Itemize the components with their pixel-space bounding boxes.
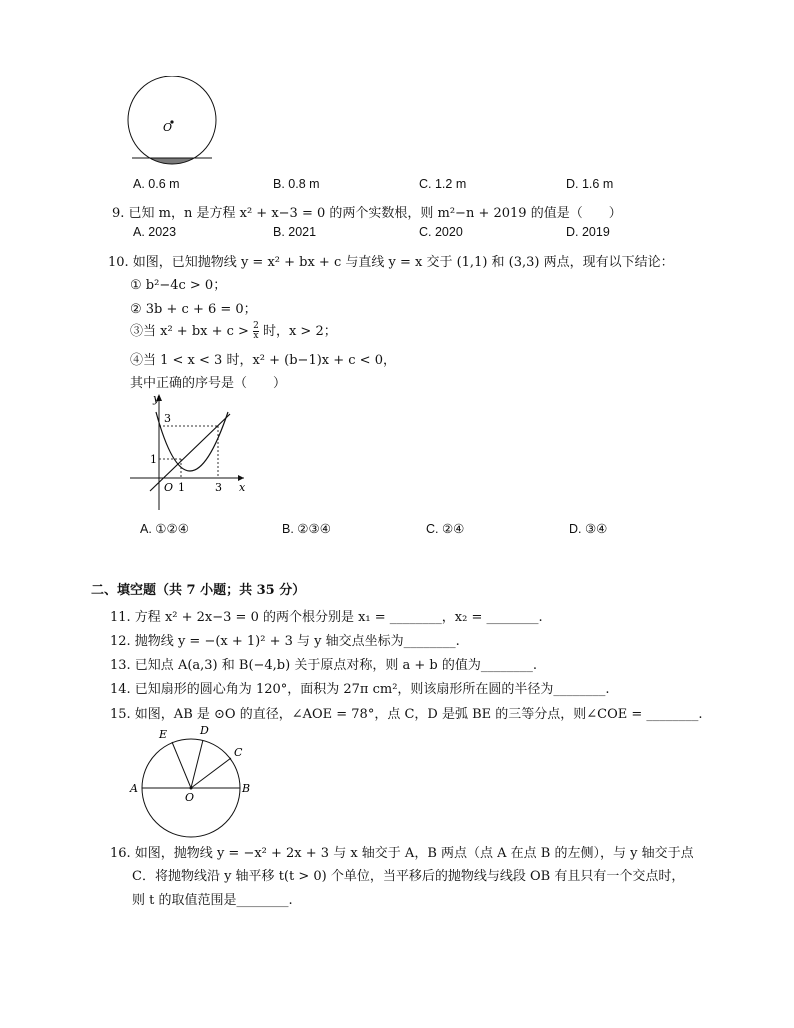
q10-option-b: B. ②③④ bbox=[282, 522, 331, 536]
label-a: A bbox=[130, 782, 138, 795]
frac-den: x bbox=[253, 331, 259, 341]
q15-stem: 15. 如图，AB 是 ⊙O 的直径，∠AOE = 78°，点 C，D 是弧 BE 的三等分点，则∠COE = ________. bbox=[110, 707, 703, 722]
label-o: O bbox=[185, 791, 195, 804]
q10-option-d: D. ③④ bbox=[569, 522, 608, 536]
q8-circle-figure bbox=[124, 76, 220, 168]
radius-oe bbox=[172, 742, 191, 788]
label-d: D bbox=[200, 724, 209, 737]
q10-c3-post: 时，x > 2； bbox=[262, 324, 337, 339]
y-tick-3: 3 bbox=[164, 412, 171, 425]
q10-conclusion-2: ② 3b + c + 6 = 0； bbox=[130, 302, 257, 317]
q15-circle-figure bbox=[128, 720, 258, 838]
q16-stem-line2: C．将抛物线沿 y 轴平移 t(t > 0) 个单位，当平移后的抛物线与线段 OB 有且只有一个交点时， bbox=[132, 869, 685, 884]
q10-stem: 10. 如图，已知抛物线 y = x² + bx + c 与直线 y = x 交于 (1,1) 和 (3,3) 两点，现有以下结论： bbox=[108, 255, 674, 270]
q10-c3-pre: ③当 x² + bx + c > bbox=[130, 324, 249, 339]
q10-conclusion-3 bbox=[130, 320, 337, 341]
origin-label: O bbox=[164, 481, 174, 494]
q10-graph bbox=[126, 390, 252, 512]
section-fill-in-heading: 二、填空题（共 7 小题；共 35 分） bbox=[91, 583, 306, 598]
water-segment bbox=[124, 158, 220, 168]
q9-option-a: A. 2023 bbox=[133, 225, 177, 239]
q16-stem-line1: 16. 如图，抛物线 y = −x² + 2x + 3 与 x 轴交于 A，B 两点（点 A 在点 B 的左侧），与 y 轴交于点 bbox=[110, 846, 694, 861]
q9-option-d: D. 2019 bbox=[566, 225, 610, 239]
label-c: C bbox=[234, 746, 243, 759]
q10-c3-fraction bbox=[253, 322, 259, 341]
x-tick-1: 1 bbox=[178, 481, 185, 494]
center-o-dot bbox=[190, 787, 193, 790]
center-label: O bbox=[163, 121, 173, 134]
q9-option-b: B. 2021 bbox=[273, 225, 317, 239]
q10-option-c: C. ②④ bbox=[426, 522, 465, 536]
q10-conclusion-4: ④当 1 < x < 3 时，x² + (b−1)x + c < 0， bbox=[130, 353, 396, 368]
q11-stem: 11. 方程 x² + 2x−3 = 0 的两个根分别是 x₁ = ________，x₂ = ________. bbox=[110, 610, 543, 625]
frac-num: 2 bbox=[253, 321, 259, 331]
q8-option-a: A. 0.6 m bbox=[133, 177, 180, 191]
q8-option-d: D. 1.6 m bbox=[566, 177, 614, 191]
q14-stem: 14. 已知扇形的圆心角为 120°，面积为 27π cm²，则该扇形所在圆的半径为________. bbox=[110, 682, 610, 697]
q12-stem: 12. 抛物线 y = −(x + 1)² + 3 与 y 轴交点坐标为________. bbox=[110, 634, 460, 649]
q10-ask: 其中正确的序号是（ ） bbox=[130, 376, 287, 391]
q10-conclusion-1: ① b²−4c > 0； bbox=[130, 278, 227, 293]
q13-stem: 13. 已知点 A(a,3) 和 B(−4,b) 关于原点对称，则 a + b 的值为________. bbox=[110, 658, 537, 673]
y-tick-1: 1 bbox=[150, 453, 157, 466]
circle-outline bbox=[128, 76, 216, 164]
label-b: B bbox=[242, 782, 251, 795]
q8-option-c: C. 1.2 m bbox=[419, 177, 467, 191]
q9-option-c: C. 2020 bbox=[419, 225, 463, 239]
label-e: E bbox=[159, 728, 168, 741]
q8-option-b: B. 0.8 m bbox=[273, 177, 320, 191]
q9-stem: 9. 已知 m，n 是方程 x² + x−3 = 0 的两个实数根，则 m²−n + 2019 的值是（ ） bbox=[112, 206, 622, 221]
x-tick-3: 3 bbox=[215, 481, 222, 494]
x-axis-label: x bbox=[239, 481, 246, 494]
q10-option-a: A. ①②④ bbox=[140, 522, 189, 536]
y-axis-label: y bbox=[153, 392, 160, 405]
q16-stem-line3: 则 t 的取值范围是________. bbox=[132, 893, 293, 908]
line-y-equals-x bbox=[150, 414, 230, 491]
